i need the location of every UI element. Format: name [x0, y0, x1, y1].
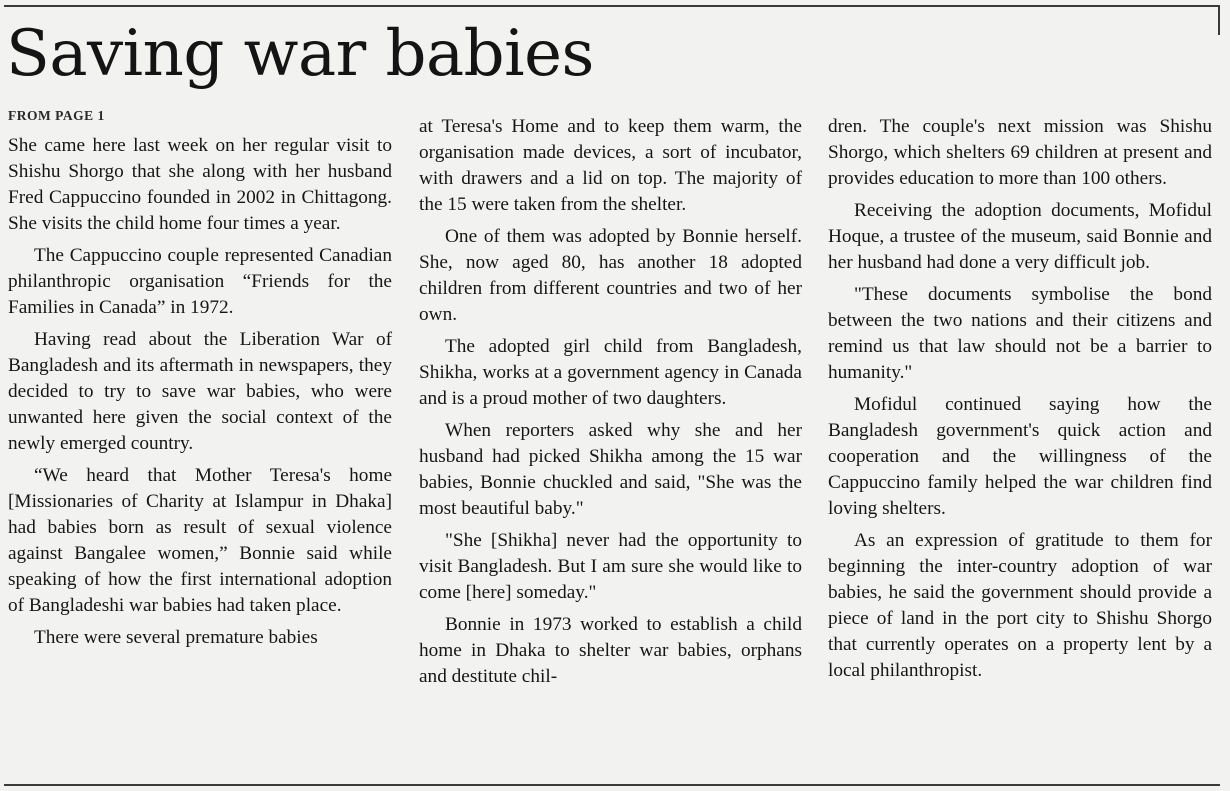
paragraph: The adopted girl child from Bangladesh, Shikha, works at a government agency in Canada and is a proud mother of two daughters.: [419, 336, 802, 409]
paragraph: The Cappuccino couple represented Canadian philanthropic organisation “Friends for the Families in Canada” in 1972.: [8, 245, 392, 318]
paragraph: "She [Shikha] never had the opportunity to visit Bangladesh. But I am sure she would like to come [here] someday.": [419, 530, 802, 603]
article-column-3: [828, 114, 1212, 690]
paragraph: As an expression of gratitude to them for beginning the inter-country adoption of war babies, he said the government should provide a piece of land in the port city to Shishu Shorgo that currently operates on a property lent by a local philanthropist.: [828, 530, 1212, 681]
paragraph: Bonnie in 1973 worked to establish a child home in Dhaka to shelter war babies, orphans and destitute chil-: [419, 614, 802, 687]
paragraph: Mofidul continued saying how the Bangladesh government's quick action and cooperation and the willingness of the Cappuccino family helped the war children find loving shelters.: [828, 394, 1212, 519]
kicker-from-page: FROM PAGE 1: [8, 108, 105, 123]
bottom-rule: [4, 784, 1220, 786]
paragraph: There were several premature babies: [34, 627, 318, 648]
headline: Saving war babies: [6, 17, 594, 91]
paragraph: Receiving the adoption documents, Mofidul Hoque, a trustee of the museum, said Bonnie and her husband had done a very difficult job.: [828, 200, 1212, 273]
paragraph: Having read about the Liberation War of Bangladesh and its aftermath in newspapers, they decided to try to save war babies, who were unwanted here given the social context of the newly emerged country.: [8, 329, 392, 454]
paragraph: She came here last week on her regular visit to Shishu Shorgo that she along with her husband Fred Cappuccino founded in 2002 in Chittagong. She visits the child home four times a year.: [8, 135, 392, 234]
article-column-2: [419, 114, 802, 696]
paragraph: “We heard that Mother Teresa's home [Missionaries of Charity at Islampur in Dhaka] had babies born as result of sexual violence against Bangalee women,” Bonnie said while speaking of how the first international adoption of Bangladeshi war babies had taken place.: [8, 465, 392, 616]
paragraph: dren. The couple's next mission was Shishu Shorgo, which shelters 69 children at present and provides education to more than 100 others.: [828, 116, 1212, 189]
paragraph: When reporters asked why she and her husband had picked Shikha among the 15 war babies, Bonnie chuckled and said, "She was the most beautiful baby.": [419, 420, 802, 519]
paragraph: at Teresa's Home and to keep them warm, the organisation made devices, a sort of incubator, with drawers and a lid on top. The majority of the 15 were taken from the shelter.: [419, 116, 802, 215]
right-rule: [1218, 5, 1220, 35]
top-rule: [4, 5, 1220, 7]
paragraph: "These documents symbolise the bond between the two nations and their citizens and remind us that law should not be a barrier to humanity.": [828, 284, 1212, 383]
paragraph: One of them was adopted by Bonnie herself. She, now aged 80, has another 18 adopted children from different countries and two of her own.: [419, 226, 802, 325]
article-column-1: [8, 133, 392, 657]
